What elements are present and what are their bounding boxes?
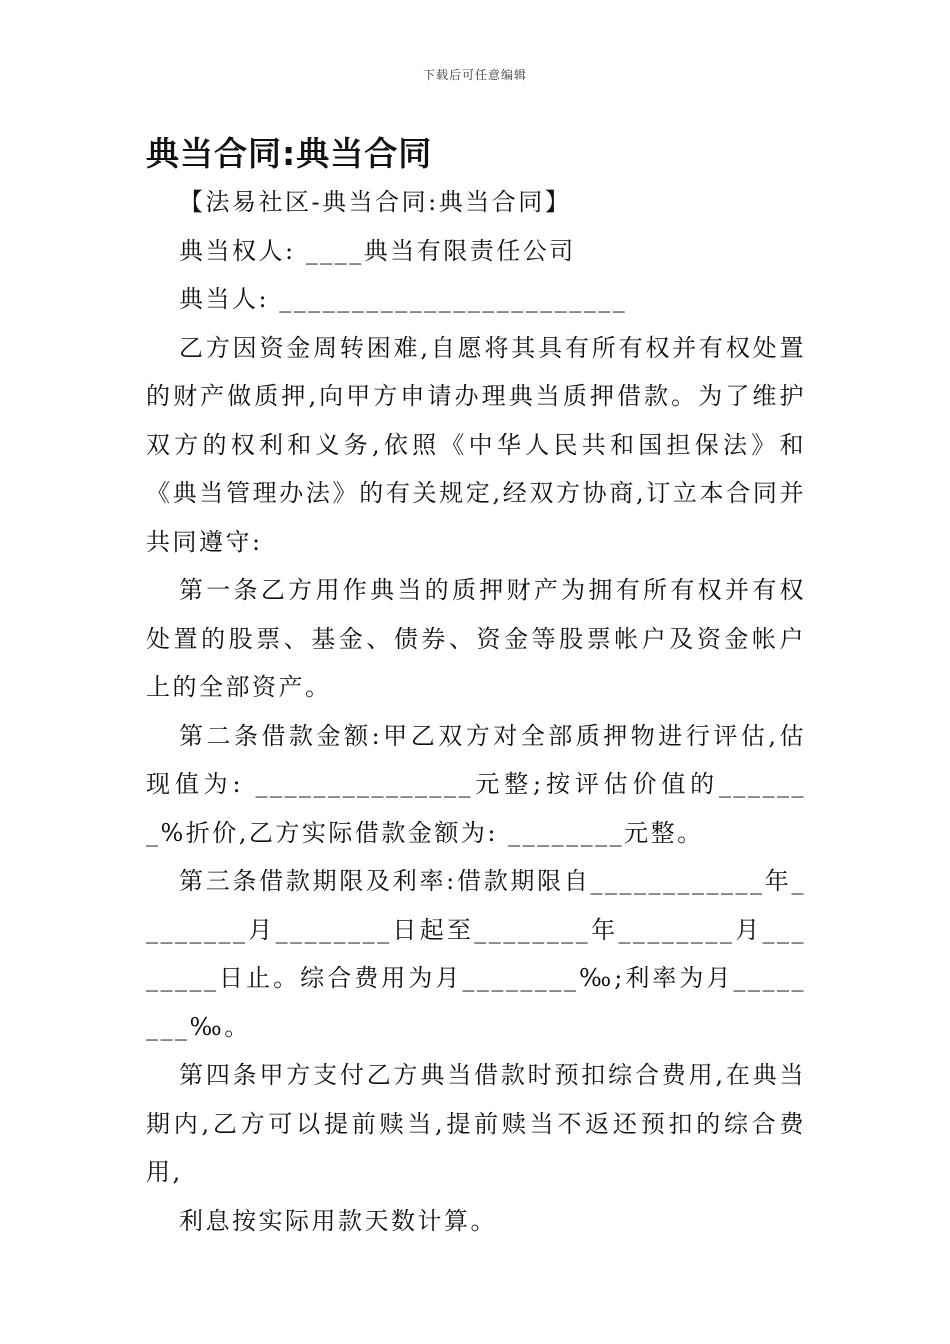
- header-note: 下载后可任意编辑: [422, 68, 527, 82]
- pawnee-line: 典当权人: ____典当有限责任公司: [179, 236, 576, 265]
- article-3-paragraph: 第三条借款期限及利率:借款期限自____________年________月________日起至________年________月________日止。综合费用为月________‰;利率为月________‰。: [146, 867, 806, 1041]
- document-body: [146, 178, 806, 1245]
- pawner-line: 典当人: ________________________: [179, 285, 628, 313]
- document-title: 典当合同:典当合同: [146, 134, 433, 173]
- article-1-paragraph: 第一条乙方用作典当的质押财产为拥有所有权并有权处置的股票、基金、债券、资金等股票帐户及资金帐户上的全部资产。: [146, 576, 806, 701]
- interest-note-paragraph: 利息按实际用款天数计算。: [179, 1206, 497, 1235]
- article-4-paragraph: 第四条甲方支付乙方典当借款时预扣综合费用,在典当期内,乙方可以提前赎当,提前赎当不返还预扣的综合费用,: [146, 1061, 806, 1186]
- preamble-paragraph: 乙方因资金周转困难,自愿将其具有所有权并有权处置的财产做质押,向甲方申请办理典当质押借款。为了维护双方的权利和义务,依照《中华人民共和国担保法》和《典当管理办法》的有关规定,经双方协商,订立本合同并共同遵守:: [146, 333, 806, 556]
- article-2-paragraph: 第二条借款金额:甲乙双方对全部质押物进行评估,估现值为: _______________元整;按评估价值的_______%折价,乙方实际借款金额为: ________元整。: [146, 721, 806, 847]
- source-line: 【法易社区-典当合同:典当合同】: [179, 188, 572, 216]
